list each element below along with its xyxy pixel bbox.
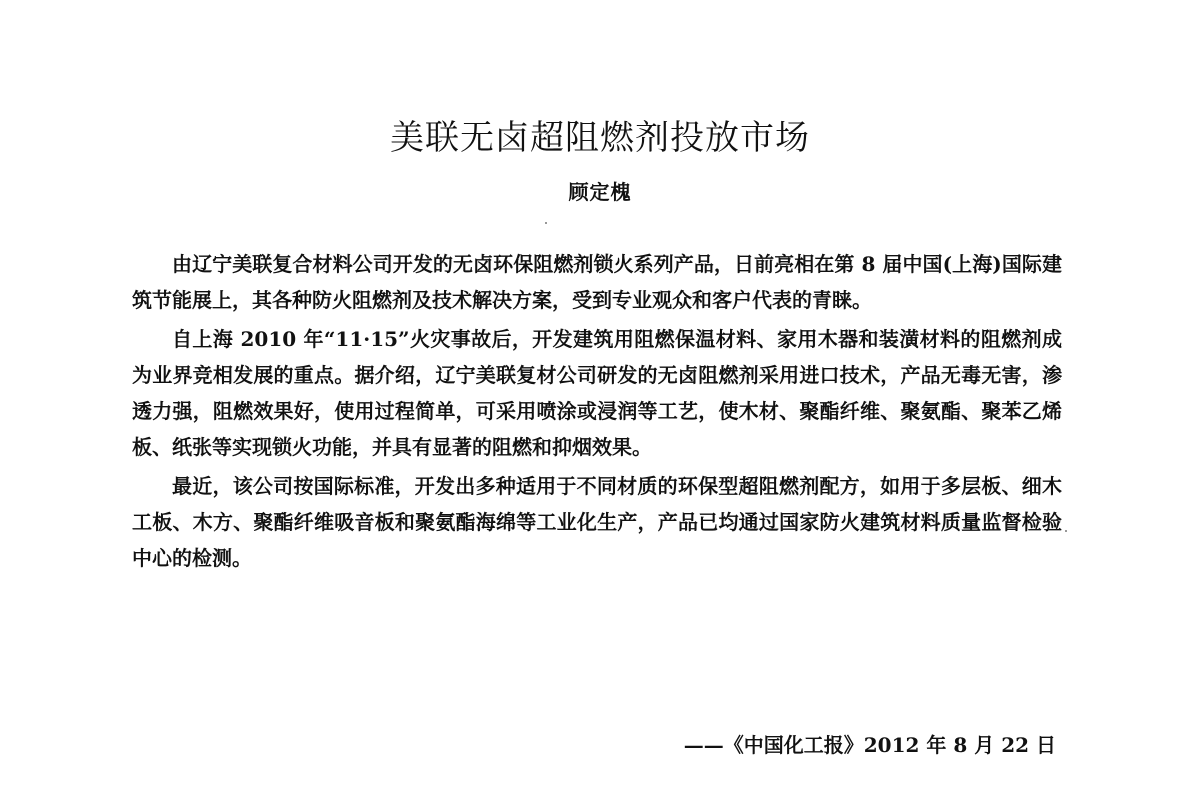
article-title: 美联无卤超阻燃剂投放市场 — [390, 118, 810, 158]
scan-speck — [545, 222, 547, 224]
article-paragraph: 自上海 2010 年“11·15”火灾事故后，开发建筑用阻燃保温材料、家用木器和装潢材料的阻燃剂成为业界竞相发展的重点。据介绍，辽宁美联复材公司研发的无卤阻燃剂采用进口技术，产品无毒无害，渗透力强，阻燃效果好，使用过程简单，可采用喷涂或浸润等工艺，使木材、聚酯纤维、聚氨酯、聚苯乙烯板、纸张等实现锁火功能，并具有显著的阻燃和抑烟效果。 — [132, 326, 1062, 460]
article-source: ——《中国化工报》2012 年 8 月 22 日 — [683, 733, 1056, 757]
scan-speck — [1065, 530, 1067, 532]
article-paragraph: 最近，该公司按国际标准，开发出多种适用于不同材质的环保型超阻燃剂配方，如用于多层板、细木工板、木方、聚酯纤维吸音板和聚氨酯海绵等工业化生产，产品已均通过国家防火建筑材料质量监督检验中心的检测。 — [132, 473, 1062, 571]
article-paragraph: 由辽宁美联复合材料公司开发的无卤环保阻燃剂锁火系列产品，日前亮相在第 8 届中国(上海)国际建筑节能展上，其各种防火阻燃剂及技术解决方案，受到专业观众和客户代表的青睐。 — [132, 252, 1062, 313]
article-body — [132, 246, 1062, 579]
article-author: 顾定槐 — [568, 180, 632, 204]
